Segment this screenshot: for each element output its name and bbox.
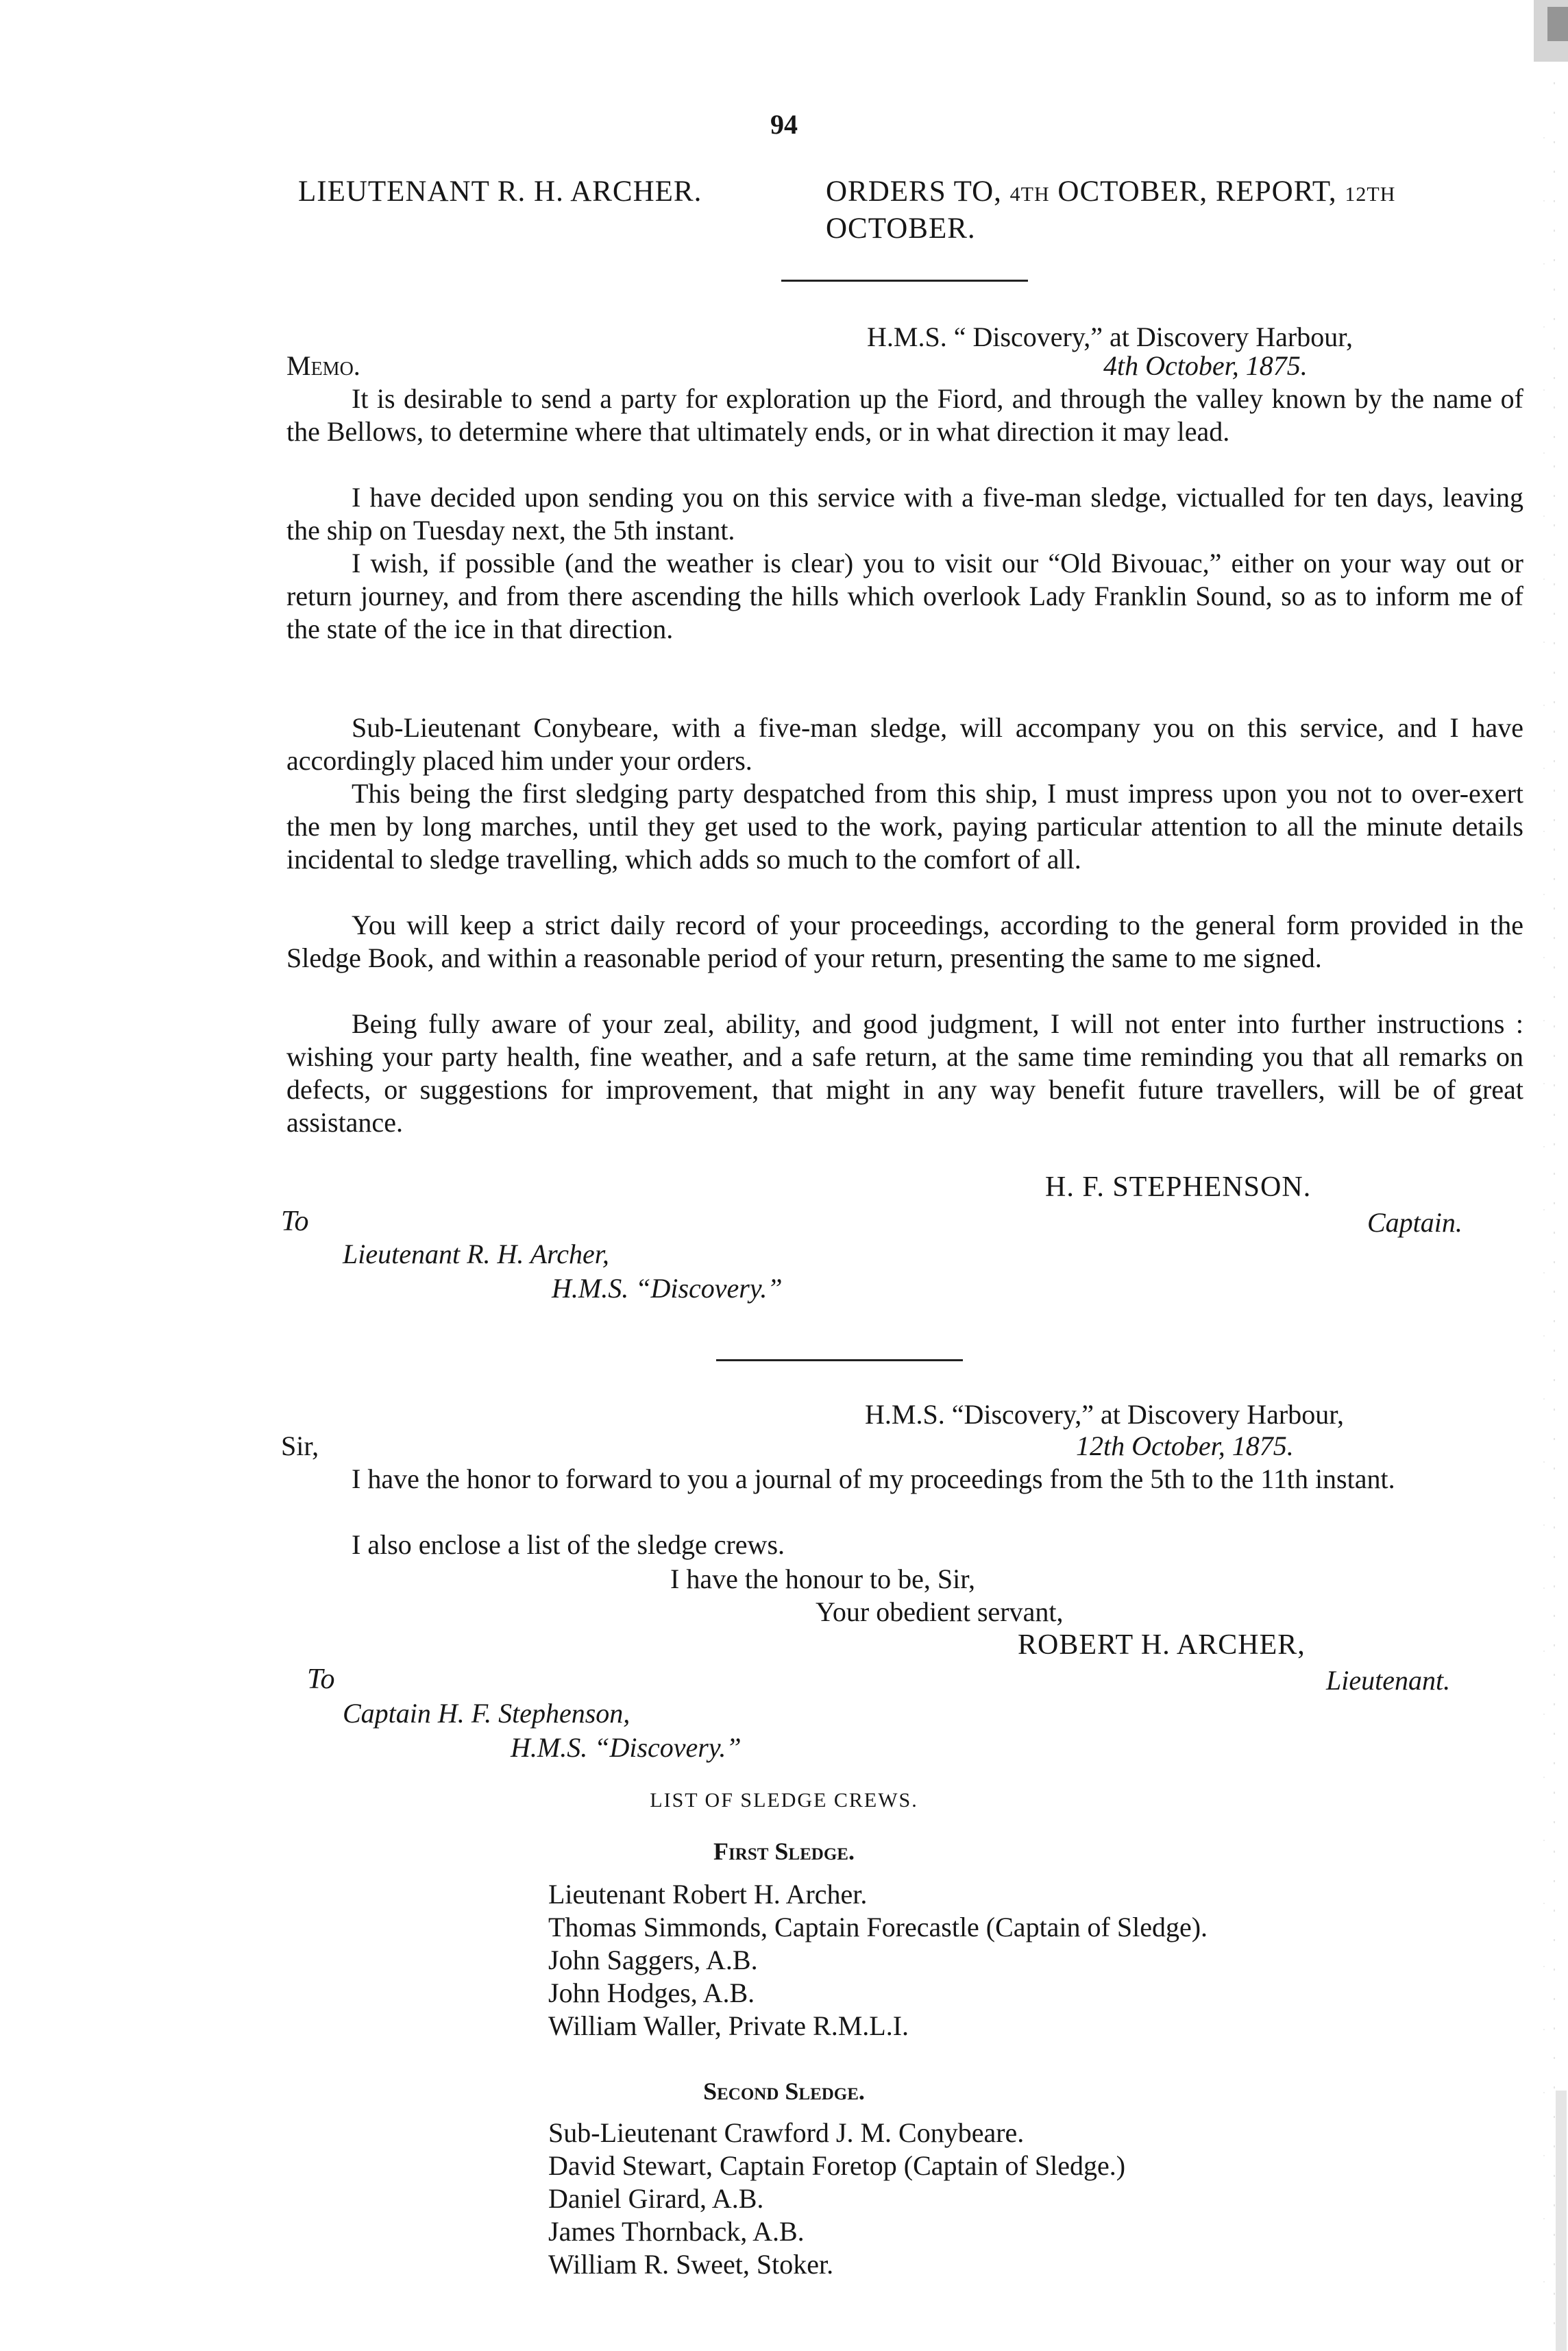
heading-date-1: 4TH xyxy=(1009,183,1050,206)
crews-title: LIST OF SLEDGE CREWS. xyxy=(650,1789,918,1812)
letter-closing-line-1: I have the honour to be, Sir, xyxy=(670,1563,975,1594)
heading-officer: LIEUTENANT R. H. ARCHER. xyxy=(298,175,702,208)
heading-subject xyxy=(826,175,1545,246)
memo-date: 4th October, 1875. xyxy=(1103,350,1308,381)
list-item: James Thornback, A.B. xyxy=(548,2216,805,2247)
list-item: John Hodges, A.B. xyxy=(548,1977,755,2008)
list-item: Thomas Simmonds, Captain Forecastle (Captain of Sledge). xyxy=(548,1912,1208,1942)
heading-date-2: 12TH xyxy=(1345,183,1396,206)
list-item: William Waller, Private R.M.L.I. xyxy=(548,2010,909,2041)
second-sledge-list xyxy=(548,2117,1125,2281)
list-item: Daniel Girard, A.B. xyxy=(548,2183,764,2214)
memo-addressee-name: Lieutenant R. H. Archer, xyxy=(343,1239,609,1269)
memo-paragraph: You will keep a strict daily record of your proceedings, according to the general form provided in the Sledge Book, and within a reasonable period of your return, presenting the same to me signed. xyxy=(286,910,1523,973)
first-sledge-list xyxy=(548,1878,1208,2043)
memo-signature: H. F. STEPHENSON. xyxy=(1045,1171,1312,1203)
second-sledge-title: Second Sledge. xyxy=(703,2078,865,2105)
letter-place: H.M.S. “Discovery,” at Discovery Harbour, xyxy=(865,1399,1344,1430)
memo-paragraph: I wish, if possible (and the weather is clear) you to visit our “Old Bivouac,” either on your way out or return journey, and from there ascending the hills which overlook Lady Franklin Sound, so as to inform me of the state of the ice in that direction. xyxy=(286,548,1523,644)
list-item: Sub-Lieutenant Crawford J. M. Conybeare. xyxy=(548,2117,1025,2148)
section-divider xyxy=(781,280,1028,282)
heading-subject-part1: ORDERS TO, xyxy=(826,175,1010,208)
memo-paragraph: Sub-Lieutenant Conybeare, with a five-man sledge, will accompany you on this service, and I have accordingly placed him under your orders. xyxy=(286,712,1523,776)
letter-paragraph: I have the honor to forward to you a journal of my proceedings from the 5th to the 11th instant. xyxy=(352,1463,1395,1494)
letter-addressee-ship: H.M.S. “Discovery.” xyxy=(511,1732,742,1763)
memo-paragraph: It is desirable to send a party for exploration up the Fiord, and through the valley known by the name of the Bellows, to determine where that ultimately ends, or in what direction it may lead. xyxy=(286,383,1523,447)
letter-signature: ROBERT H. ARCHER, xyxy=(1018,1629,1306,1661)
memo-to-label: To xyxy=(281,1206,309,1237)
letter-salutation: Sir, xyxy=(281,1430,319,1461)
memo-paragraph: This being the first sledging party despatched from this ship, I must impress upon you not to over-exert the men by long marches, until they get used to the work, paying particular attention to all the minute details incidental to sledge travelling, which adds so much to the comfort of all. xyxy=(286,778,1523,875)
memo-addressee-ship: H.M.S. “Discovery.” xyxy=(552,1273,783,1304)
letter-to-label: To xyxy=(307,1664,335,1695)
memo-paragraph: Being fully aware of your zeal, ability, and good judgment, I will not enter into further instructions : wishing your party health, fine weather, and a safe return, at the same time reminding you that all remarks on defects, or suggestions for improvement, that might in any way benefit future travellers, will be of great assistance. xyxy=(286,1008,1523,1138)
letter-addressee-name: Captain H. F. Stephenson, xyxy=(343,1698,630,1729)
heading-subject-part2: OCTOBER, REPORT, xyxy=(1049,175,1345,208)
list-item: William R. Sweet, Stoker. xyxy=(548,2249,834,2280)
first-sledge-title: First Sledge. xyxy=(713,1838,855,1865)
section-divider xyxy=(716,1359,963,1361)
list-item: John Saggers, A.B. xyxy=(548,1945,758,1975)
letter-date: 12th October, 1875. xyxy=(1076,1430,1294,1461)
memo-place: H.M.S. “ Discovery,” at Discovery Harbour, xyxy=(867,321,1353,352)
page-number: 94 xyxy=(770,109,798,140)
memo-label: Memo. xyxy=(286,350,360,381)
memo-signature-title: Captain. xyxy=(1367,1207,1462,1238)
list-item: David Stewart, Captain Foretop (Captain of Sledge.) xyxy=(548,2150,1126,2181)
heading-subject-part3: OCTOBER. xyxy=(826,212,976,245)
memo-paragraph: I have decided upon sending you on this service with a five-man sledge, victualled for ten days, leaving the ship on Tuesday next, the 5th instant. xyxy=(286,482,1523,546)
letter-closing-line-2: Your obedient servant, xyxy=(816,1596,1064,1627)
letter-paragraph: I also enclose a list of the sledge crews. xyxy=(352,1529,785,1560)
list-item: Lieutenant Robert H. Archer. xyxy=(548,1879,868,1910)
letter-signature-title: Lieutenant. xyxy=(1326,1665,1451,1696)
scan-edge-noise xyxy=(1506,0,1568,2351)
